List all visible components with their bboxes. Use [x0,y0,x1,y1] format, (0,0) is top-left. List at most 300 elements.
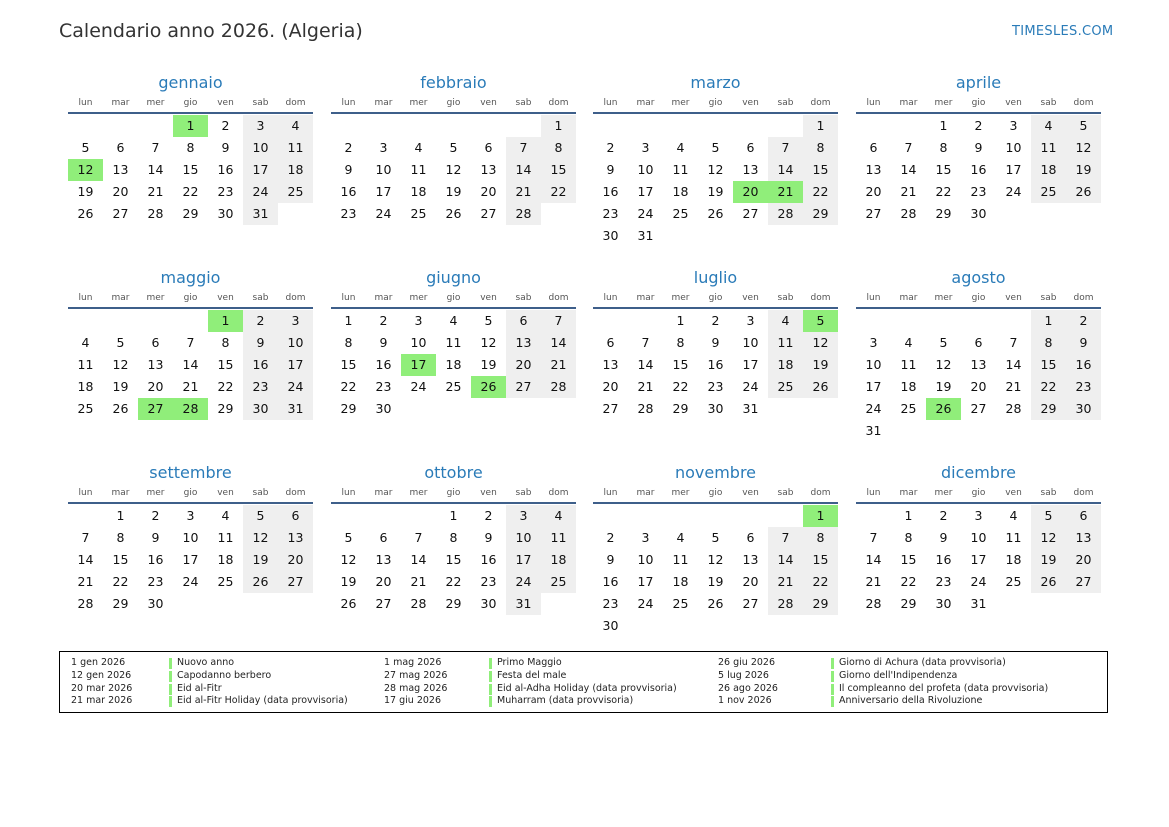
weekend-day[interactable]: 7 [768,527,803,549]
day[interactable]: 21 [900,184,917,199]
weekend-day[interactable]: 26 [1031,571,1066,593]
day[interactable]: 4 [676,530,685,545]
weekend-day[interactable]: 14 [768,549,803,571]
day[interactable]: 30 [602,228,619,243]
day[interactable]: 18 [77,379,94,394]
weekend-day[interactable]: 13 [506,332,541,354]
day[interactable]: 20 [865,184,882,199]
day[interactable]: 25 [672,206,689,221]
holiday-day[interactable]: 28 [173,398,208,420]
weekend-day[interactable]: 12 [1066,137,1101,159]
day[interactable]: 23 [707,379,724,394]
day[interactable]: 13 [742,162,759,177]
day[interactable]: 19 [707,574,724,589]
day[interactable]: 16 [340,184,357,199]
day[interactable]: 16 [217,162,234,177]
day[interactable]: 22 [182,184,199,199]
day[interactable]: 20 [742,574,759,589]
day[interactable]: 15 [672,357,689,372]
weekend-day[interactable]: 2 [1066,310,1101,332]
day[interactable]: 7 [1009,335,1018,350]
weekend-day[interactable]: 9 [243,332,278,354]
day[interactable]: 19 [935,379,952,394]
day[interactable]: 11 [217,530,234,545]
day[interactable]: 31 [742,401,759,416]
weekend-day[interactable]: 23 [243,376,278,398]
day[interactable]: 30 [935,596,952,611]
day[interactable]: 4 [221,508,230,523]
holiday-day[interactable]: 12 [68,159,103,181]
weekend-day[interactable]: 8 [541,137,576,159]
day[interactable]: 30 [480,596,497,611]
day[interactable]: 11 [77,357,94,372]
day[interactable]: 5 [484,313,493,328]
day[interactable]: 3 [641,530,650,545]
weekend-day[interactable]: 12 [803,332,838,354]
weekend-day[interactable]: 3 [506,505,541,527]
weekend-day[interactable]: 2 [243,310,278,332]
day[interactable]: 4 [414,140,423,155]
day[interactable]: 5 [81,140,90,155]
day[interactable]: 7 [81,530,90,545]
day[interactable]: 13 [742,552,759,567]
day[interactable]: 20 [480,184,497,199]
weekend-day[interactable]: 25 [768,376,803,398]
day[interactable]: 21 [77,574,94,589]
day[interactable]: 16 [147,552,164,567]
weekend-day[interactable]: 12 [243,527,278,549]
day[interactable]: 1 [344,313,353,328]
day[interactable]: 19 [77,184,94,199]
day[interactable]: 3 [379,140,388,155]
weekend-day[interactable]: 14 [541,332,576,354]
day[interactable]: 23 [935,574,952,589]
holiday-day[interactable]: 21 [768,181,803,203]
day[interactable]: 27 [375,596,392,611]
day[interactable]: 23 [602,206,619,221]
day[interactable]: 12 [707,552,724,567]
day[interactable]: 25 [217,574,234,589]
weekend-day[interactable]: 4 [768,310,803,332]
day[interactable]: 27 [742,596,759,611]
weekend-day[interactable]: 17 [243,159,278,181]
day[interactable]: 29 [672,401,689,416]
day[interactable]: 7 [414,530,423,545]
weekend-day[interactable]: 11 [1031,137,1066,159]
weekend-day[interactable]: 11 [768,332,803,354]
day[interactable]: 26 [707,206,724,221]
day[interactable]: 17 [742,357,759,372]
holiday-day[interactable]: 26 [926,398,961,420]
weekend-day[interactable]: 20 [506,354,541,376]
day[interactable]: 30 [375,401,392,416]
day[interactable]: 20 [602,379,619,394]
day[interactable]: 5 [711,530,720,545]
day[interactable]: 30 [707,401,724,416]
weekend-day[interactable]: 31 [278,398,313,420]
day[interactable]: 9 [711,335,720,350]
day[interactable]: 14 [182,357,199,372]
day[interactable]: 22 [217,379,234,394]
day[interactable]: 2 [711,313,720,328]
weekend-day[interactable]: 6 [1066,505,1101,527]
day[interactable]: 19 [445,184,462,199]
weekend-day[interactable]: 7 [541,310,576,332]
day[interactable]: 22 [340,379,357,394]
holiday-day[interactable]: 17 [401,354,436,376]
day[interactable]: 30 [602,618,619,633]
day[interactable]: 6 [484,140,493,155]
day[interactable]: 27 [865,206,882,221]
day[interactable]: 8 [676,335,685,350]
day[interactable]: 12 [480,335,497,350]
holiday-day[interactable]: 5 [803,310,838,332]
day[interactable]: 3 [974,508,983,523]
day[interactable]: 13 [865,162,882,177]
day[interactable]: 14 [865,552,882,567]
day[interactable]: 15 [217,357,234,372]
day[interactable]: 28 [1005,401,1022,416]
day[interactable]: 10 [375,162,392,177]
day[interactable]: 9 [939,530,948,545]
day[interactable]: 12 [707,162,724,177]
day[interactable]: 14 [637,357,654,372]
weekend-day[interactable]: 18 [768,354,803,376]
day[interactable]: 23 [602,596,619,611]
weekend-day[interactable]: 7 [768,137,803,159]
day[interactable]: 15 [935,162,952,177]
day[interactable]: 14 [900,162,917,177]
day[interactable]: 31 [970,596,987,611]
day[interactable]: 27 [742,206,759,221]
day[interactable]: 2 [344,140,353,155]
weekend-day[interactable]: 16 [243,354,278,376]
weekend-day[interactable]: 6 [278,505,313,527]
weekend-day[interactable]: 26 [1066,181,1101,203]
day[interactable]: 26 [707,596,724,611]
day[interactable]: 9 [344,162,353,177]
day[interactable]: 19 [707,184,724,199]
weekend-day[interactable]: 25 [278,181,313,203]
weekend-day[interactable]: 29 [803,203,838,225]
weekend-day[interactable]: 7 [506,137,541,159]
day[interactable]: 25 [1005,574,1022,589]
weekend-day[interactable]: 21 [768,571,803,593]
day[interactable]: 26 [445,206,462,221]
day[interactable]: 22 [935,184,952,199]
day[interactable]: 24 [1005,184,1022,199]
day[interactable]: 9 [974,140,983,155]
day[interactable]: 9 [484,530,493,545]
weekend-day[interactable]: 27 [506,376,541,398]
day[interactable]: 4 [676,140,685,155]
day[interactable]: 16 [970,162,987,177]
day[interactable]: 28 [637,401,654,416]
day[interactable]: 25 [445,379,462,394]
day[interactable]: 3 [746,313,755,328]
day[interactable]: 30 [147,596,164,611]
day[interactable]: 13 [375,552,392,567]
weekend-day[interactable]: 21 [506,181,541,203]
weekend-day[interactable]: 22 [803,571,838,593]
day[interactable]: 17 [637,184,654,199]
day[interactable]: 24 [742,379,759,394]
day[interactable]: 10 [637,552,654,567]
day[interactable]: 29 [112,596,129,611]
day[interactable]: 22 [672,379,689,394]
day[interactable]: 21 [637,379,654,394]
day[interactable]: 11 [672,552,689,567]
day[interactable]: 30 [217,206,234,221]
day[interactable]: 15 [182,162,199,177]
weekend-day[interactable]: 10 [506,527,541,549]
day[interactable]: 13 [970,357,987,372]
day[interactable]: 27 [602,401,619,416]
day[interactable]: 12 [112,357,129,372]
day[interactable]: 24 [637,596,654,611]
day[interactable]: 7 [151,140,160,155]
day[interactable]: 28 [147,206,164,221]
day[interactable]: 3 [414,313,423,328]
day[interactable]: 8 [939,140,948,155]
day[interactable]: 23 [147,574,164,589]
day[interactable]: 6 [746,530,755,545]
day[interactable]: 16 [480,552,497,567]
weekend-day[interactable]: 30 [243,398,278,420]
day[interactable]: 11 [410,162,427,177]
weekend-day[interactable]: 24 [278,376,313,398]
day[interactable]: 29 [935,206,952,221]
weekend-day[interactable]: 10 [243,137,278,159]
day[interactable]: 27 [112,206,129,221]
day[interactable]: 15 [340,357,357,372]
weekend-day[interactable]: 21 [541,354,576,376]
weekend-day[interactable]: 1 [1031,310,1066,332]
day[interactable]: 6 [116,140,125,155]
day[interactable]: 16 [602,574,619,589]
day[interactable]: 28 [77,596,94,611]
day[interactable]: 17 [1005,162,1022,177]
weekend-day[interactable]: 12 [1031,527,1066,549]
day[interactable]: 13 [480,162,497,177]
day[interactable]: 3 [869,335,878,350]
day[interactable]: 14 [410,552,427,567]
day[interactable]: 17 [182,552,199,567]
day[interactable]: 20 [375,574,392,589]
day[interactable]: 5 [939,335,948,350]
day[interactable]: 23 [375,379,392,394]
day[interactable]: 17 [375,184,392,199]
day[interactable]: 2 [151,508,160,523]
day[interactable]: 15 [445,552,462,567]
day[interactable]: 10 [742,335,759,350]
day[interactable]: 22 [900,574,917,589]
day[interactable]: 6 [974,335,983,350]
day[interactable]: 31 [637,228,654,243]
day[interactable]: 8 [344,335,353,350]
weekend-day[interactable]: 26 [243,571,278,593]
day[interactable]: 6 [379,530,388,545]
day[interactable]: 7 [641,335,650,350]
weekend-day[interactable]: 28 [506,203,541,225]
day[interactable]: 6 [869,140,878,155]
day[interactable]: 22 [445,574,462,589]
weekend-day[interactable]: 29 [1031,398,1066,420]
day[interactable]: 13 [112,162,129,177]
day[interactable]: 12 [445,162,462,177]
weekend-day[interactable]: 8 [1031,332,1066,354]
day[interactable]: 2 [221,118,230,133]
day[interactable]: 6 [151,335,160,350]
day[interactable]: 26 [77,206,94,221]
day[interactable]: 5 [116,335,125,350]
weekend-day[interactable]: 30 [1066,398,1101,420]
day[interactable]: 18 [217,552,234,567]
day[interactable]: 2 [606,140,615,155]
weekend-day[interactable]: 11 [278,137,313,159]
day[interactable]: 2 [606,530,615,545]
weekend-day[interactable]: 18 [541,549,576,571]
day[interactable]: 21 [1005,379,1022,394]
day[interactable]: 5 [344,530,353,545]
weekend-day[interactable]: 8 [803,527,838,549]
day[interactable]: 23 [217,184,234,199]
weekend-day[interactable]: 14 [506,159,541,181]
day[interactable]: 13 [602,357,619,372]
day[interactable]: 8 [186,140,195,155]
day[interactable]: 24 [637,206,654,221]
day[interactable]: 18 [445,357,462,372]
weekend-day[interactable]: 13 [278,527,313,549]
day[interactable]: 25 [672,596,689,611]
day[interactable]: 18 [410,184,427,199]
weekend-day[interactable]: 11 [541,527,576,549]
day[interactable]: 23 [340,206,357,221]
weekend-day[interactable]: 17 [506,549,541,571]
day[interactable]: 20 [147,379,164,394]
day[interactable]: 12 [935,357,952,372]
day[interactable]: 20 [970,379,987,394]
day[interactable]: 6 [746,140,755,155]
weekend-day[interactable]: 4 [1031,115,1066,137]
day[interactable]: 31 [865,423,882,438]
weekend-day[interactable]: 5 [243,505,278,527]
holiday-day[interactable]: 20 [733,181,768,203]
weekend-day[interactable]: 24 [243,181,278,203]
day[interactable]: 21 [865,574,882,589]
day[interactable]: 9 [379,335,388,350]
day[interactable]: 29 [182,206,199,221]
holiday-day[interactable]: 1 [173,115,208,137]
day[interactable]: 1 [676,313,685,328]
holiday-day[interactable]: 26 [471,376,506,398]
weekend-day[interactable]: 1 [541,115,576,137]
weekend-day[interactable]: 15 [541,159,576,181]
day[interactable]: 11 [1005,530,1022,545]
day[interactable]: 10 [1005,140,1022,155]
holiday-day[interactable]: 1 [208,310,243,332]
weekend-day[interactable]: 19 [803,354,838,376]
day[interactable]: 17 [637,574,654,589]
day[interactable]: 16 [707,357,724,372]
day[interactable]: 2 [939,508,948,523]
day[interactable]: 11 [672,162,689,177]
day[interactable]: 10 [182,530,199,545]
weekend-day[interactable]: 18 [278,159,313,181]
day[interactable]: 1 [449,508,458,523]
weekend-day[interactable]: 15 [1031,354,1066,376]
day[interactable]: 16 [375,357,392,372]
day[interactable]: 1 [939,118,948,133]
day[interactable]: 18 [672,184,689,199]
day[interactable]: 15 [112,552,129,567]
day[interactable]: 26 [340,596,357,611]
weekend-day[interactable]: 25 [1031,181,1066,203]
weekend-day[interactable]: 28 [768,593,803,615]
weekend-day[interactable]: 27 [278,571,313,593]
weekend-day[interactable]: 23 [1066,376,1101,398]
day[interactable]: 5 [711,140,720,155]
day[interactable]: 29 [445,596,462,611]
day[interactable]: 9 [606,552,615,567]
day[interactable]: 16 [602,184,619,199]
weekend-day[interactable]: 31 [243,203,278,225]
day[interactable]: 7 [186,335,195,350]
day[interactable]: 24 [970,574,987,589]
day[interactable]: 4 [904,335,913,350]
day[interactable]: 9 [151,530,160,545]
weekend-day[interactable]: 3 [278,310,313,332]
day[interactable]: 15 [900,552,917,567]
day[interactable]: 18 [672,574,689,589]
weekend-day[interactable]: 16 [1066,354,1101,376]
day[interactable]: 7 [869,530,878,545]
day[interactable]: 10 [970,530,987,545]
day[interactable]: 25 [77,401,94,416]
weekend-day[interactable]: 9 [1066,332,1101,354]
day[interactable]: 23 [480,574,497,589]
day[interactable]: 10 [865,357,882,372]
day[interactable]: 19 [480,357,497,372]
day[interactable]: 3 [641,140,650,155]
weekend-day[interactable]: 26 [803,376,838,398]
day[interactable]: 1 [116,508,125,523]
holiday-day[interactable]: 1 [803,505,838,527]
weekend-day[interactable]: 15 [803,159,838,181]
weekend-day[interactable]: 29 [803,593,838,615]
weekend-day[interactable]: 10 [278,332,313,354]
day[interactable]: 21 [410,574,427,589]
day[interactable]: 8 [904,530,913,545]
day[interactable]: 12 [340,552,357,567]
day[interactable]: 9 [606,162,615,177]
weekend-day[interactable]: 6 [506,310,541,332]
weekend-day[interactable]: 4 [278,115,313,137]
weekend-day[interactable]: 5 [1066,115,1101,137]
day[interactable]: 30 [970,206,987,221]
weekend-day[interactable]: 31 [506,593,541,615]
brand-link[interactable]: TIMESLES.COM [1012,24,1114,39]
day[interactable]: 10 [637,162,654,177]
day[interactable]: 16 [935,552,952,567]
weekend-day[interactable]: 22 [1031,376,1066,398]
weekend-day[interactable]: 19 [243,549,278,571]
day[interactable]: 21 [147,184,164,199]
weekend-day[interactable]: 20 [1066,549,1101,571]
weekend-day[interactable]: 24 [506,571,541,593]
day[interactable]: 28 [900,206,917,221]
day[interactable]: 8 [116,530,125,545]
